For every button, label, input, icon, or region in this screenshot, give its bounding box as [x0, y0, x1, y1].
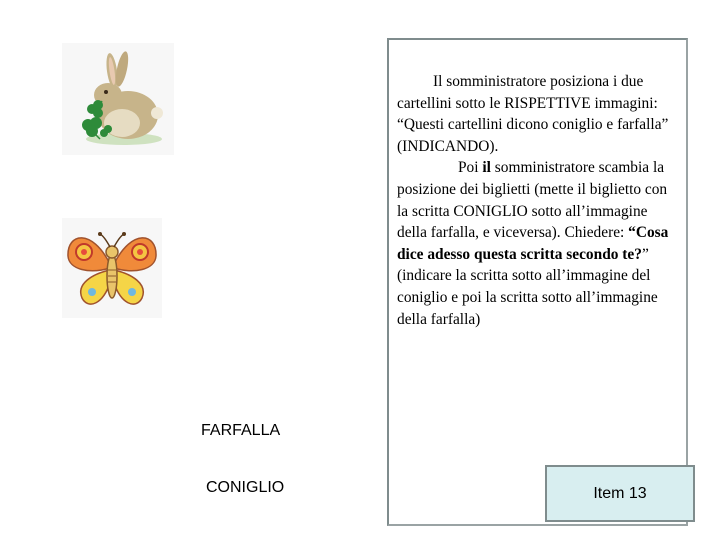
instruction-bold-il: il [482, 159, 491, 177]
instruction-paragraph-2 [397, 157, 671, 330]
instruction-swap-text: somministratore scambia la posizione dei biglietti (mette il biglietto con la scritta CONIGLIO sotto all’immagine della farfalla, e viceversa). Chiedere: [397, 159, 668, 242]
instruction-text [397, 71, 671, 330]
butterfly-image [62, 218, 162, 318]
card-label-coniglio: CONIGLIO [206, 479, 285, 496]
item-number-text: Item 13 [593, 484, 647, 502]
rabbit-image [62, 43, 174, 155]
instruction-paragraph-1 [397, 71, 671, 157]
instruction-line-1: Il somministratore posiziona i due cartellini sotto le RISPETTIVE immagini: “Questi cartellini dicono coniglio e farfalla” (INDICANDO). [397, 73, 669, 155]
instruction-question: “Cosa dice adesso questa scritta secondo te? [397, 224, 669, 263]
instruction-then: Poi [458, 159, 483, 177]
item-number-label [545, 465, 695, 522]
instruction-panel [387, 38, 688, 526]
instruction-pointing-text: ” (indicare la scritta sotto all’immagine del coniglio e poi la scritta sotto all’immagine della farfalla) [397, 245, 658, 328]
card-label-farfalla: FARFALLA [201, 422, 281, 439]
